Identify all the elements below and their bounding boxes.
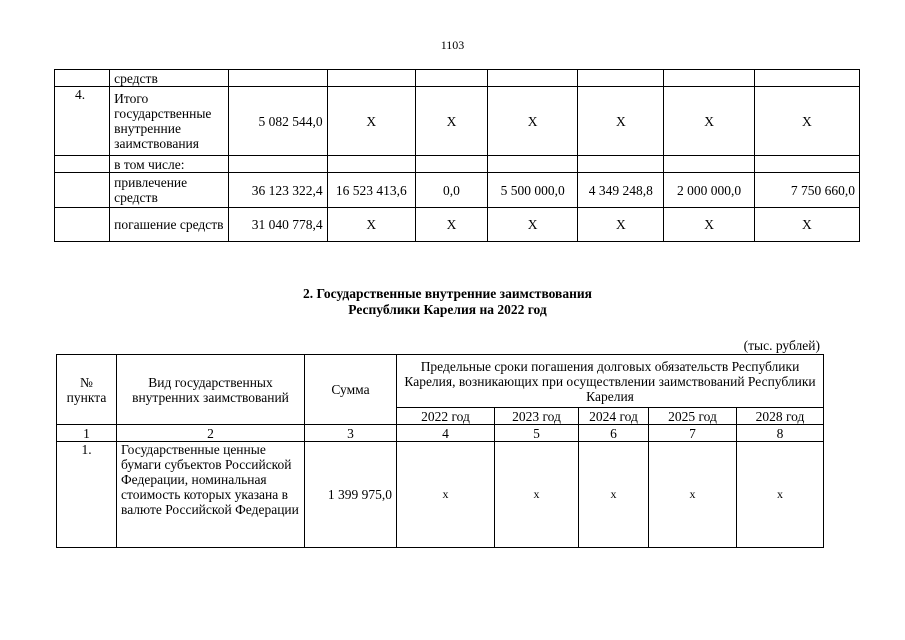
column-numbers-row [57,425,824,442]
value-cell [578,156,664,173]
header-year: 2028 год [737,408,824,425]
value-cell: Х [754,208,859,242]
column-number: 4 [397,425,495,442]
value-cell: х [649,442,737,548]
table-row [55,70,860,87]
borrowings-2022-table [56,354,824,548]
header-year: 2022 год [397,408,495,425]
value-cell [664,70,754,87]
page-number: 1103 [440,38,465,52]
section-heading [0,286,895,318]
value-cell: Х [327,87,415,156]
value-cell: 16 523 413,6 [327,173,415,208]
sum-cell: 1 399 975,0 [305,442,397,548]
header-terms: Предельные сроки погашения долговых обязательств Республики Карелия, возникающих при осуществлении заимствований Республики Карелия [397,355,824,408]
row-number: 1. [57,442,117,548]
section-heading-line1: 2. Государственные внутренние заимствования [303,286,592,301]
row-number [55,208,110,242]
value-cell [754,70,859,87]
header-year: 2023 год [495,408,579,425]
value-cell: х [579,442,649,548]
value-cell [415,70,487,87]
value-cell [488,70,578,87]
value-cell [327,70,415,87]
value-cell: 2 000 000,0 [664,173,754,208]
column-number: 3 [305,425,397,442]
table-row [55,208,860,242]
borrowings-summary-table [54,69,860,242]
value-cell: Х [664,208,754,242]
value-cell: 31 040 778,4 [229,208,327,242]
table-row [55,173,860,208]
header-sum: Сумма [305,355,397,425]
value-cell [488,156,578,173]
value-cell: Х [754,87,859,156]
units-note: (тыс. рублей) [743,338,820,353]
value-cell: х [737,442,824,548]
value-cell: х [495,442,579,548]
value-cell: Х [578,87,664,156]
value-cell: 7 750 660,0 [754,173,859,208]
section-heading-line2: Республики Карелия на 2022 год [348,302,547,317]
value-cell: 36 123 322,4 [229,173,327,208]
table-row [55,156,860,173]
value-cell: Х [488,208,578,242]
row-number: 4. [55,87,110,156]
value-cell: 5 082 544,0 [229,87,327,156]
row-label: Государственные ценные бумаги субъектов Российской Федерации, номинальная стоимость которых указана в валюте Российской Федерации [117,442,305,548]
column-number: 5 [495,425,579,442]
row-number [55,156,110,173]
header-kind: Вид государственных внутренних заимствований [117,355,305,425]
value-cell: Х [578,208,664,242]
value-cell: х [397,442,495,548]
value-cell [327,156,415,173]
value-cell [229,70,327,87]
column-number: 8 [737,425,824,442]
table-row [55,87,860,156]
row-label: в том числе: [110,156,229,173]
value-cell: Х [415,208,487,242]
value-cell [229,156,327,173]
column-number: 7 [649,425,737,442]
header-number: № пункта [57,355,117,425]
row-label: средств [110,70,229,87]
row-number [55,70,110,87]
column-number: 2 [117,425,305,442]
column-number: 1 [57,425,117,442]
row-number [55,173,110,208]
table-header-row [57,355,824,408]
value-cell: 5 500 000,0 [488,173,578,208]
header-year: 2024 год [579,408,649,425]
column-number: 6 [579,425,649,442]
value-cell: Х [664,87,754,156]
value-cell [578,70,664,87]
value-cell [415,156,487,173]
value-cell: 4 349 248,8 [578,173,664,208]
row-label: привлечение средств [110,173,229,208]
header-year: 2025 год [649,408,737,425]
value-cell: 0,0 [415,173,487,208]
value-cell [754,156,859,173]
row-label: Итого государственные внутренние заимствования [110,87,229,156]
row-label: погашение средств [110,208,229,242]
value-cell [664,156,754,173]
value-cell: Х [415,87,487,156]
table-row [57,442,824,548]
value-cell: Х [327,208,415,242]
value-cell: Х [488,87,578,156]
